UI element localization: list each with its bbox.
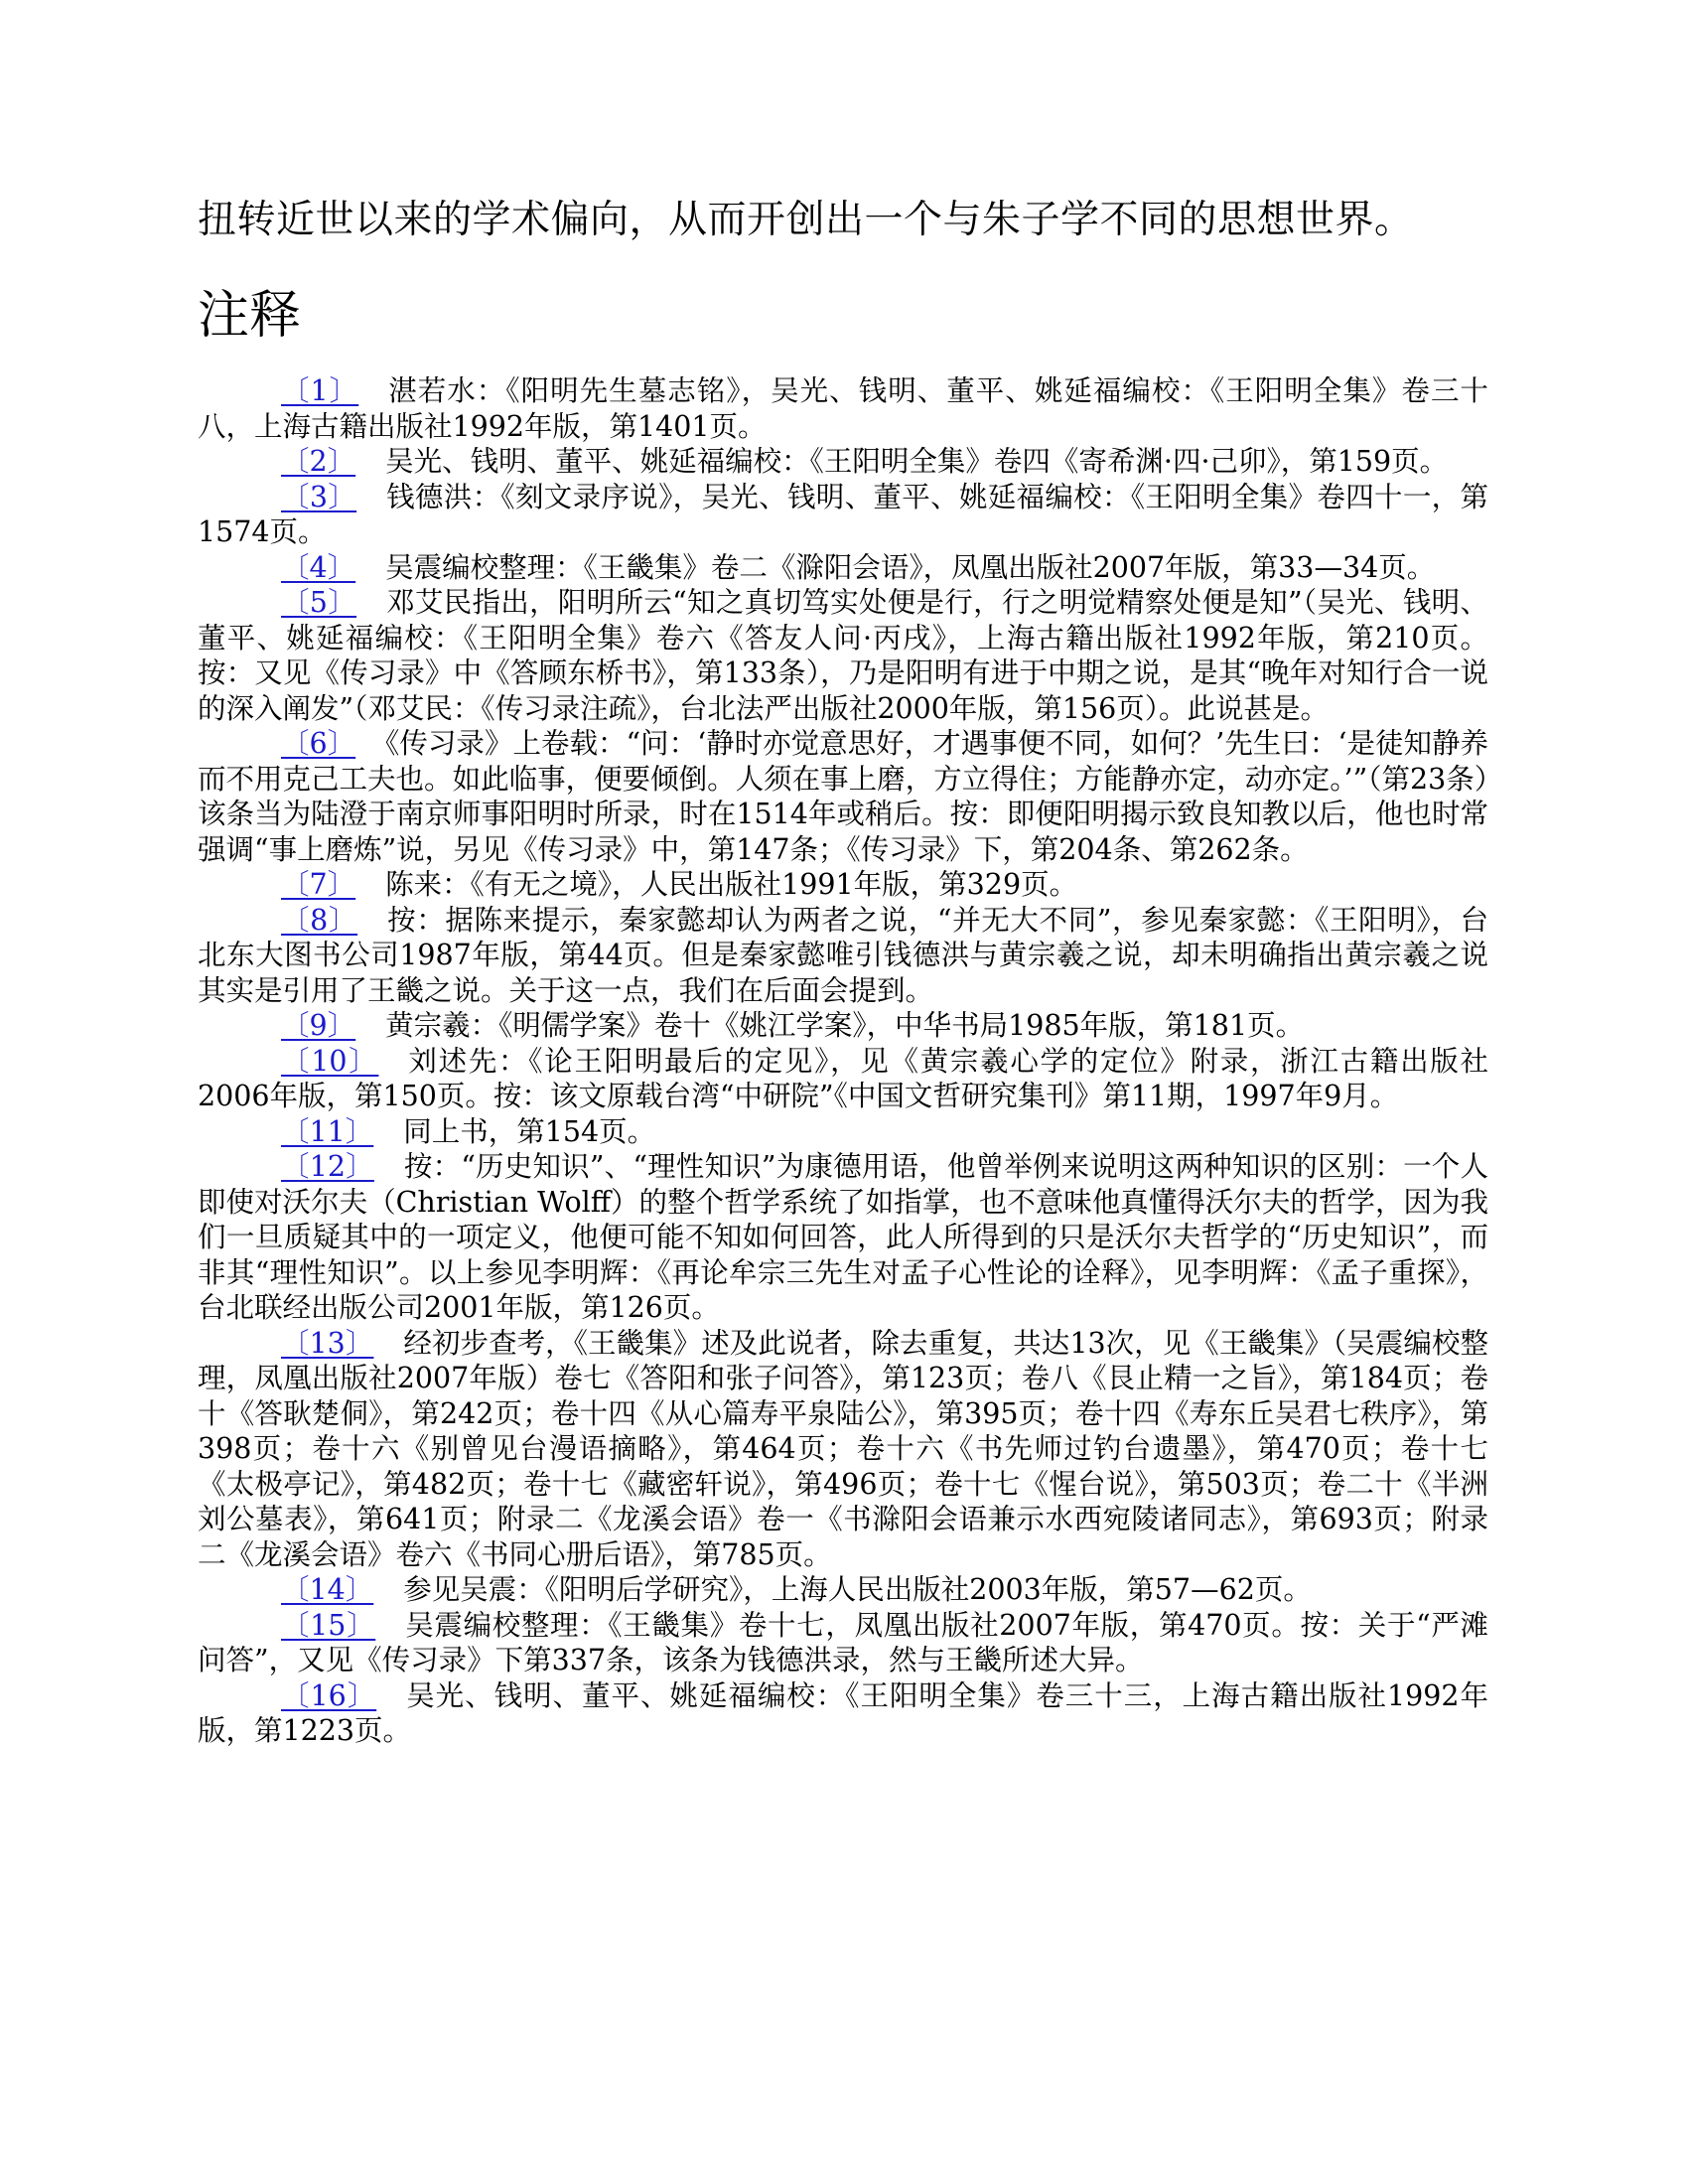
note-text: 《传习录》上卷载：“问：‘静时亦觉意思好，才遇事便不同，如何？’先生曰：‘是徒知静养而不用克己工夫也。如此临事，便要倾倒。人须在事上磨，方立得住；方能静亦定，动亦定。’”（第23条）该条当为陆澄于南京师事阳明时所录，时在1514年或稍后。按：即便阳明揭示致良知教以后，他也时常强调“事上磨炼”说，另见《传习录》中，第147条；《传习录》下，第204条、第262条。 xyxy=(198,727,1488,866)
note-item xyxy=(198,1044,1488,1114)
note-ref-link[interactable]: 〔14〕 xyxy=(281,1573,374,1606)
note-item xyxy=(198,867,1488,903)
note-ref-link[interactable]: 〔4〕 xyxy=(281,550,356,584)
note-item xyxy=(198,1114,1488,1150)
note-text: 吴光、钱明、董平、姚延福编校：《王阳明全集》卷三十三，上海古籍出版社1992年版，第1223页。 xyxy=(198,1678,1488,1747)
notes-list xyxy=(198,373,1488,1749)
note-text: 吴震编校整理：《王畿集》卷十七，凤凰出版社2007年版，第470页。按：关于“严滩问答”，又见《传习录》下第337条，该条为钱德洪录，然与王畿所述大异。 xyxy=(198,1608,1488,1676)
body-paragraph: 扭转近世以来的学术偏向，从而开创出一个与朱子学不同的思想世界。 xyxy=(198,198,1414,242)
note-ref-link[interactable]: 〔6〕 xyxy=(281,727,356,760)
note-item xyxy=(198,726,1488,867)
note-text: 吴光、钱明、董平、姚延福编校：《王阳明全集》卷四《寄希渊·四·己卯》，第159页。 xyxy=(385,445,1449,478)
note-text: 按：“历史知识”、“理性知识”为康德用语，他曾举例来说明这两种知识的区别：一个人即使对沃尔夫（Christian Wolff）的整个哲学系统了如指掌，也不意味他真懂得沃尔夫的哲学，因为我们一旦质疑其中的一项定义，他便可能不知如何回答，此人所得到的只是沃尔夫哲学的“历史知识”，而非其“理性知识”。以上参见李明辉：《再论牟宗三先生对孟子心性论的诠释》，见李明辉：《孟子重探》，台北联经出版公司2001年版，第126页。 xyxy=(198,1150,1488,1324)
note-item xyxy=(198,480,1488,550)
note-ref-link[interactable]: 〔8〕 xyxy=(281,903,358,937)
note-text: 邓艾民指出，阳明所云“知之真切笃实处便是行，行之明觉精察处便是知”（吴光、钱明、董平、姚延福编校：《王阳明全集》卷六《答友人问·丙戌》，上海古籍出版社1992年版，第210页。按：又见《传习录》中《答顾东桥书》，第133条），乃是阳明有进于中期之说，是其“晚年对知行合一说的深入阐发”（邓艾民：《传习录注疏》，台北法严出版社2000年版，第156页）。此说甚是。 xyxy=(198,586,1488,725)
note-text: 按：据陈来提示，秦家懿却认为两者之说，“并无大不同”，参见秦家懿：《王阳明》，台北东大图书公司1987年版，第44页。但是秦家懿唯引钱德洪与黄宗羲之说，却未明确指出黄宗羲之说其实是引用了王畿之说。关于这一点，我们在后面会提到。 xyxy=(198,903,1488,1007)
note-ref-link[interactable]: 〔7〕 xyxy=(281,868,356,901)
note-ref-link[interactable]: 〔11〕 xyxy=(281,1114,374,1148)
note-ref-link[interactable]: 〔15〕 xyxy=(281,1608,376,1642)
note-text: 经初步查考，《王畿集》述及此说者，除去重复，共达13次，见《王畿集》（吴震编校整理，凤凰出版社2007年版）卷七《答阳和张子问答》，第123页；卷八《艮止精一之旨》，第184页；卷十《答耿楚侗》，第242页；卷十四《从心篇寿平泉陆公》，第395页；卷十四《寿东丘吴君七秩序》，第398页；卷十六《别曾见台漫语摘略》，第464页；卷十六《书先师过钓台遗墨》，第470页；卷十七《太极亭记》，第482页；卷十七《藏密轩说》，第496页；卷十七《惺台说》，第503页；卷二十《半洲刘公墓表》，第641页；附录二《龙溪会语》卷一《书滁阳会语兼示水西宛陵诸同志》，第693页；附录二《龙溪会语》卷六《书同心册后语》，第785页。 xyxy=(198,1326,1489,1571)
note-item xyxy=(198,1678,1488,1749)
note-item xyxy=(198,1008,1488,1044)
note-item xyxy=(198,1572,1488,1608)
note-ref-link[interactable]: 〔12〕 xyxy=(281,1150,374,1183)
note-item xyxy=(198,1149,1488,1326)
note-ref-link[interactable]: 〔2〕 xyxy=(281,445,356,478)
note-item xyxy=(198,585,1488,726)
note-text: 同上书，第154页。 xyxy=(403,1114,656,1148)
note-ref-link[interactable]: 〔16〕 xyxy=(281,1678,377,1712)
note-item xyxy=(198,903,1488,1009)
note-ref-link[interactable]: 〔10〕 xyxy=(281,1044,379,1078)
note-item xyxy=(198,444,1488,480)
note-item xyxy=(198,1608,1488,1678)
note-text: 湛若水：《阳明先生墓志铭》，吴光、钱明、董平、姚延福编校：《王阳明全集》卷三十八，上海古籍出版社1992年版，第1401页。 xyxy=(198,374,1488,443)
note-text: 陈来：《有无之境》，人民出版社1991年版，第329页。 xyxy=(385,868,1078,901)
document-page xyxy=(198,195,1488,1749)
note-item xyxy=(198,550,1488,586)
note-item xyxy=(198,373,1488,444)
note-text: 吴震编校整理：《王畿集》卷二《滁阳会语》，凤凰出版社2007年版，第33—34页。 xyxy=(385,550,1436,584)
note-text: 黄宗羲：《明儒学案》卷十《姚江学案》，中华书局1985年版，第181页。 xyxy=(385,1009,1305,1042)
note-ref-link[interactable]: 〔9〕 xyxy=(281,1009,356,1042)
note-ref-link[interactable]: 〔1〕 xyxy=(281,374,359,407)
note-ref-link[interactable]: 〔3〕 xyxy=(281,480,357,513)
note-ref-link[interactable]: 〔5〕 xyxy=(281,586,357,619)
note-text: 参见吴震：《阳明后学研究》，上海人民出版社2003年版，第57—62页。 xyxy=(403,1573,1312,1606)
note-text: 刘述先：《论王阳明最后的定见》，见《黄宗羲心学的定位》附录，浙江古籍出版社2006年版，第150页。按：该文原载台湾“中研院”《中国文哲研究集刊》第11期，1997年9月。 xyxy=(198,1044,1488,1112)
note-ref-link[interactable]: 〔13〕 xyxy=(281,1326,374,1360)
note-text: 钱德洪：《刻文录序说》，吴光、钱明、董平、姚延福编校：《王阳明全集》卷四十一，第1574页。 xyxy=(198,480,1488,548)
notes-heading: 注释 xyxy=(198,286,302,346)
note-item xyxy=(198,1326,1488,1573)
